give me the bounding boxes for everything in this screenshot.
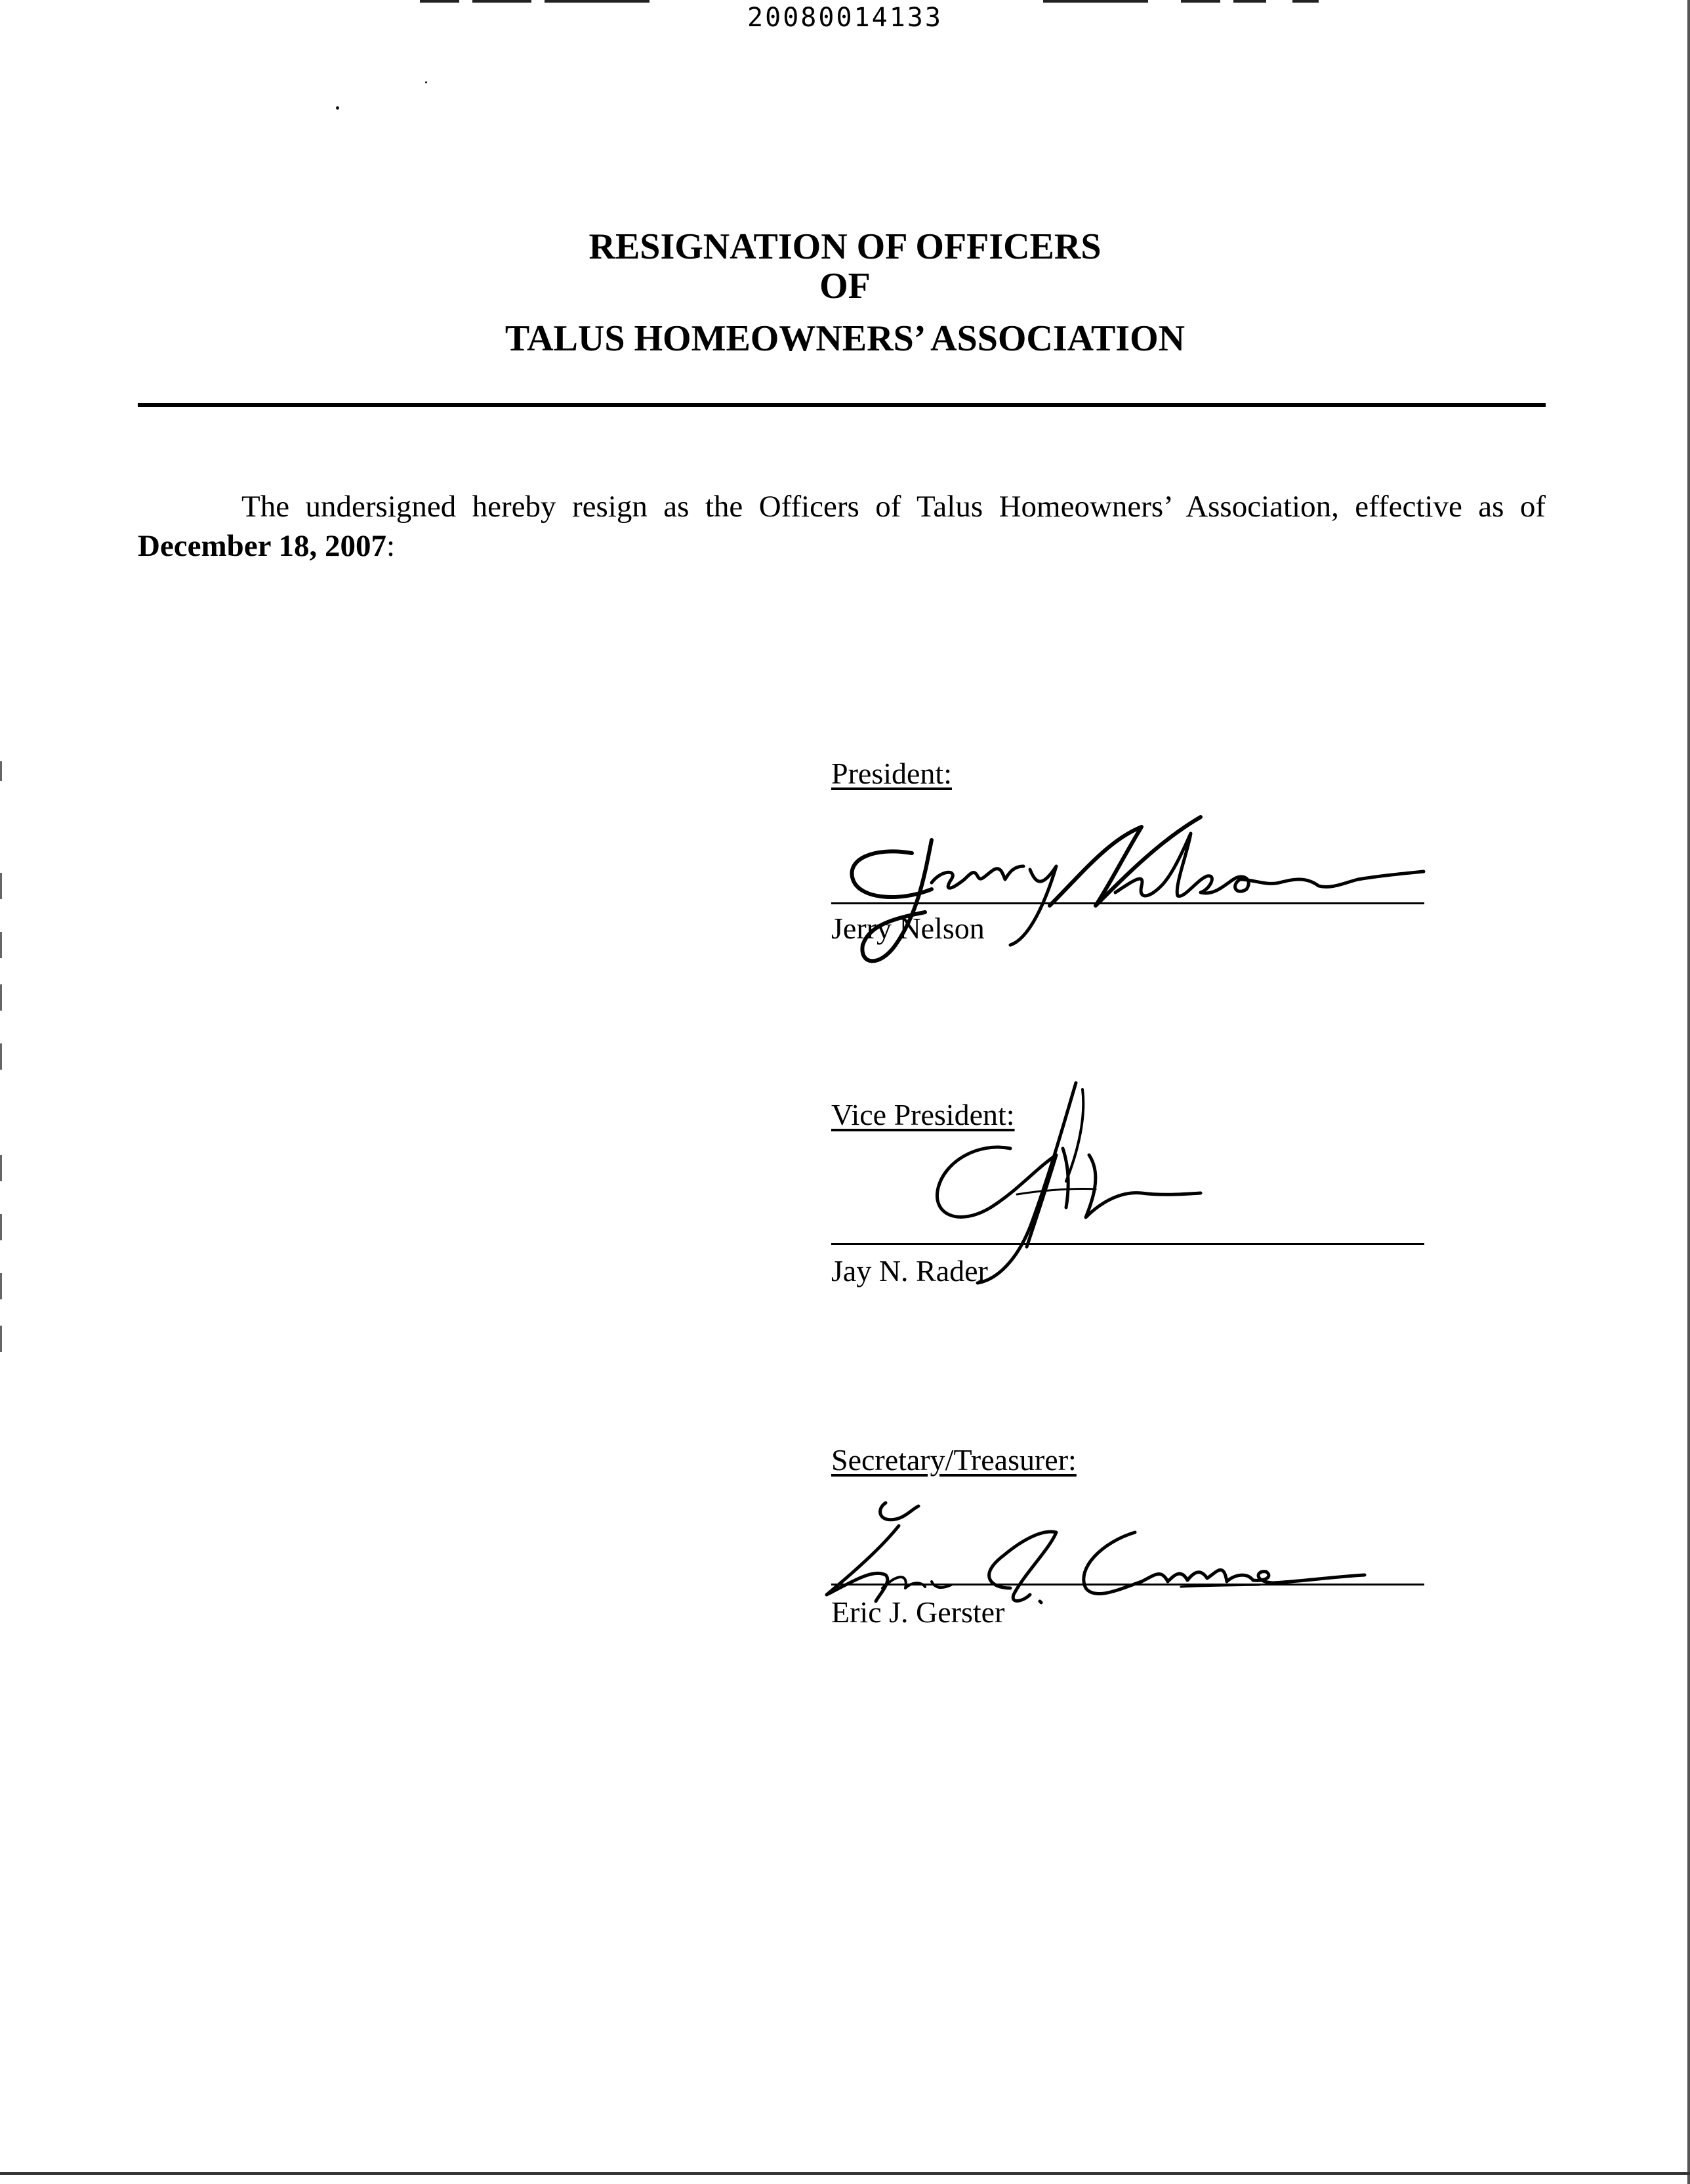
effective-date: December 18, 2007	[138, 529, 386, 563]
margin-tick	[0, 1214, 2, 1240]
vice-president-heading: Vice President:	[831, 1098, 1015, 1131]
president-heading: President:	[831, 757, 952, 790]
margin-tick	[0, 984, 2, 1011]
vice-president-signature-line	[831, 1243, 1424, 1245]
title-line-2: OF	[819, 266, 871, 306]
secretary-treasurer-name: Eric J. Gerster	[831, 1595, 1005, 1629]
document-number: 20080014133	[747, 3, 943, 33]
margin-tick	[0, 873, 2, 899]
body-text: The undersigned hereby resign as the Officers of Talus Homeowners’ Association, effective as of	[241, 490, 1546, 524]
president-name: Jerry Nelson	[831, 912, 985, 945]
margin-tick	[0, 1043, 2, 1070]
scan-speck	[336, 106, 339, 110]
vice-president-name: Jay N. Rader	[831, 1254, 988, 1288]
president-signature-line	[831, 902, 1424, 904]
margin-tick	[0, 1273, 2, 1299]
secretary-treasurer-heading: Secretary/Treasurer:	[831, 1443, 1077, 1477]
margin-tick	[0, 1326, 2, 1352]
scan-speck	[425, 81, 427, 83]
body-trailing: :	[386, 529, 395, 563]
body-paragraph	[138, 487, 1546, 566]
secretary-treasurer-signature-line	[831, 1584, 1424, 1586]
margin-tick	[0, 932, 2, 958]
title-line-1: RESIGNATION OF OFFICERS	[588, 226, 1102, 267]
title-line-3: TALUS HOMEOWNERS’ ASSOCIATION	[505, 318, 1185, 359]
horizontal-rule	[138, 403, 1546, 407]
margin-tick	[0, 1155, 2, 1181]
president-signature	[833, 814, 1483, 978]
margin-tick	[0, 761, 2, 781]
scan-edge-bottom	[0, 2172, 1690, 2175]
